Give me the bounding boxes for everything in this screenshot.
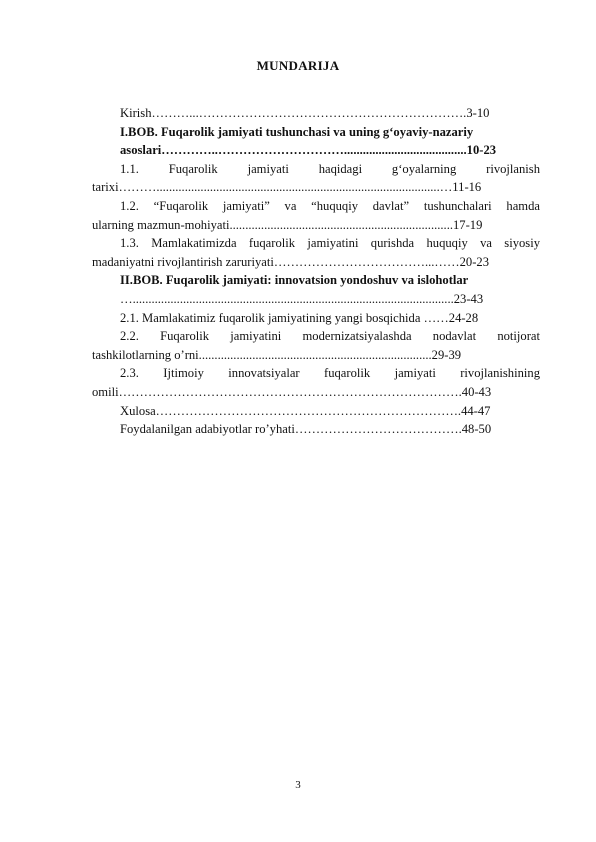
toc-entry-1-1-cont: tarixi………..........................................................................................…11-16 (92, 180, 482, 195)
toc-entry-1-3: 1.3. Mamlakatimizda fuqarolik jamiyatini qurishda huquqiy va siyosiy (120, 236, 540, 251)
toc-entry-2-2: 2.2. Fuqarolik jamiyatini modernizatsiyalashda nodavlat notijorat (120, 329, 540, 344)
toc-entry-2-1: 2.1. Mamlakatimiz fuqarolik jamiyatining yangi bosqichida ……24-28 (120, 310, 479, 325)
table-of-contents (92, 104, 540, 439)
toc-entry-1-3-cont: madaniyatni rivojlantirish zaruriyati………………………………...……20-23 (92, 254, 489, 269)
toc-chapter-2-heading: II.BOB. Fuqarolik jamiyati: innovatsion yondoshuv va islohotlar (120, 273, 469, 288)
toc-chapter-1-heading: I.BOB. Fuqarolik jamiyati tushunchasi va uning g‘oyaviy-nazariy (120, 124, 474, 139)
toc-chapter-1-heading-cont: asoslari…………..………………………….......................................10-23 (120, 143, 497, 158)
page-title: MUNDARIJA (256, 58, 340, 73)
toc-entry-references: Foydalanilgan adabiyotlar ro’yhati………………………………….48-50 (120, 422, 492, 437)
toc-entry-conclusion: Xulosa……………………………………………………………….44-47 (120, 403, 491, 418)
toc-entry-1-2-cont: ularning mazmun-mohiyati.......................................................................17-19 (92, 217, 483, 232)
toc-chapter-2-heading-cont: …......................................................................................................23-43 (120, 291, 484, 306)
toc-entry-1-2: 1.2. “Fuqarolik jamiyati” va “huquqiy davlat” tushunchalari hamda (120, 198, 540, 213)
toc-entry-2-2-cont: tashkilotlarning o’rni..........................................................................29-39 (92, 347, 462, 362)
toc-entry-2-3: 2.3. Ijtimoiy innovatsiyalar fuqarolik jamiyati rivojlanishining (120, 366, 540, 381)
toc-entry-introduction: Kirish………...……………………………………………………….3-10 (120, 106, 490, 120)
toc-entry-2-3-cont: omili……………………………………………………………………….40-43 (92, 384, 492, 399)
toc-entry-1-1: 1.1. Fuqarolik jamiyati haqidagi g‘oyalarning rivojlanish (120, 161, 540, 176)
page-number: 3 (295, 779, 301, 791)
